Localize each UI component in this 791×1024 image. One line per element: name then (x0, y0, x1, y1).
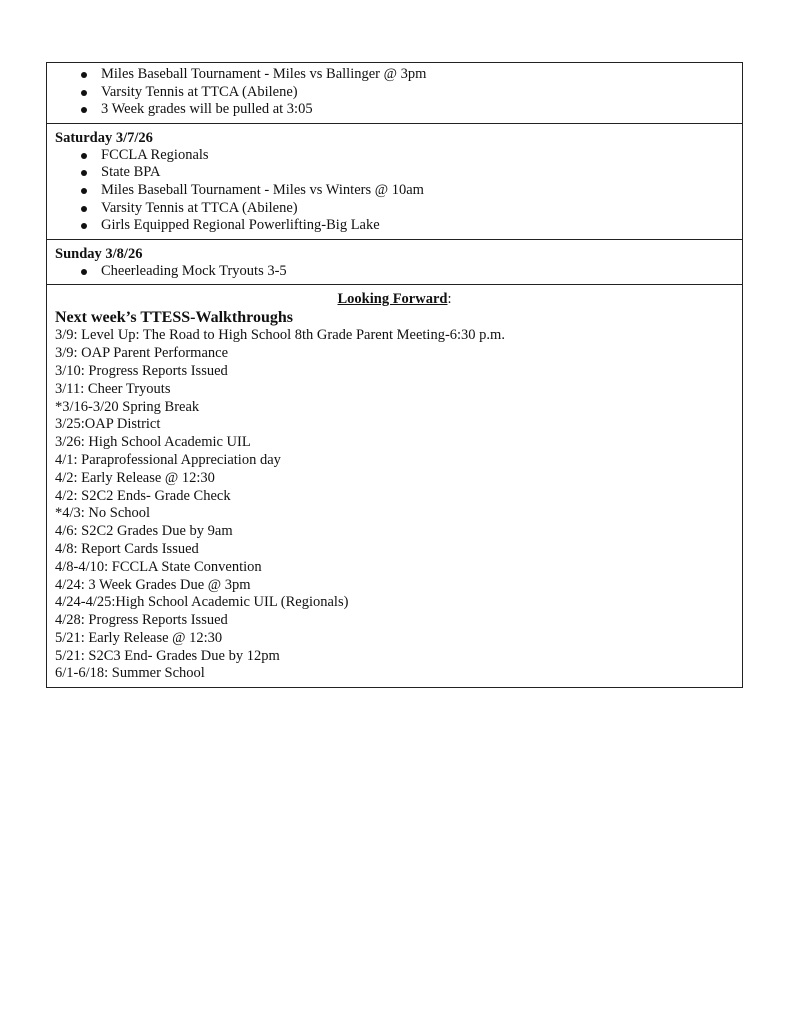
sunday-event-list (55, 263, 734, 281)
looking-forward-label: Looking Forward (337, 291, 448, 308)
sunday-heading: Sunday 3/8/26 (55, 245, 143, 262)
bullet-icon (81, 153, 87, 159)
event-text: 3 Week grades will be pulled at 3:05 (101, 101, 313, 118)
upcoming-event: *3/16-3/20 Spring Break (55, 398, 200, 415)
bullet-icon (81, 72, 87, 78)
upcoming-event: 5/21: Early Release @ 12:30 (55, 629, 223, 646)
bullet-icon (81, 223, 87, 229)
upcoming-event: *4/3: No School (55, 505, 151, 522)
friday-event-list (55, 66, 734, 119)
upcoming-event: 5/21: S2C3 End- Grades Due by 12pm (55, 647, 280, 664)
friday-continued-cell (47, 63, 742, 123)
upcoming-event: 3/11: Cheer Tryouts (55, 380, 171, 397)
list-item (81, 147, 734, 165)
bullet-icon (81, 107, 87, 113)
list-item (81, 164, 734, 182)
upcoming-event: 4/8-4/10: FCCLA State Convention (55, 558, 262, 575)
event-text: Miles Baseball Tournament - Miles vs Winters @ 10am (101, 181, 424, 198)
looking-forward-colon: : (447, 291, 452, 308)
list-item (81, 66, 734, 84)
upcoming-event: 4/6: S2C2 Grades Due by 9am (55, 523, 233, 540)
upcoming-event: 3/10: Progress Reports Issued (55, 362, 228, 379)
event-text: State BPA (101, 164, 161, 181)
upcoming-event: 4/2: Early Release @ 12:30 (55, 469, 215, 486)
upcoming-event: 3/26: High School Academic UIL (55, 434, 251, 451)
upcoming-event: 3/9: Level Up: The Road to High School 8th Grade Parent Meeting-6:30 p.m. (55, 327, 505, 344)
schedule-table (46, 62, 743, 688)
list-item (81, 101, 734, 119)
upcoming-event: 6/1-6/18: Summer School (55, 665, 205, 682)
bullet-icon (81, 206, 87, 212)
upcoming-event: 4/2: S2C2 Ends- Grade Check (55, 487, 231, 504)
event-text: Girls Equipped Regional Powerlifting-Big Lake (101, 217, 380, 234)
upcoming-event: 4/8: Report Cards Issued (55, 540, 199, 557)
event-text: Cheerleading Mock Tryouts 3-5 (101, 262, 287, 279)
upcoming-event: 3/9: OAP Parent Performance (55, 345, 229, 362)
list-item (81, 200, 734, 218)
ttess-walkthroughs-heading: Next week’s TTESS-Walkthroughs (55, 309, 293, 327)
upcoming-event: 4/24: 3 Week Grades Due @ 3pm (55, 576, 251, 593)
sunday-cell (47, 239, 742, 285)
upcoming-event: 3/25:OAP District (55, 416, 161, 433)
bullet-icon (81, 90, 87, 96)
list-item (81, 84, 734, 102)
looking-forward-cell (47, 284, 742, 687)
saturday-event-list (55, 147, 734, 235)
event-text: Varsity Tennis at TTCA (Abilene) (101, 199, 298, 216)
upcoming-event: 4/1: Paraprofessional Appreciation day (55, 451, 281, 468)
looking-forward-title (55, 290, 734, 308)
saturday-heading: Saturday 3/7/26 (55, 129, 153, 146)
calendar-document (46, 62, 743, 688)
saturday-cell (47, 123, 742, 239)
bullet-icon (81, 188, 87, 194)
list-item (81, 182, 734, 200)
event-text: Miles Baseball Tournament - Miles vs Ballinger @ 3pm (101, 66, 427, 82)
list-item (81, 217, 734, 235)
event-text: FCCLA Regionals (101, 146, 209, 163)
upcoming-event: 4/24-4/25:High School Academic UIL (Regionals) (55, 594, 349, 611)
bullet-icon (81, 170, 87, 176)
upcoming-events-list (55, 327, 734, 683)
upcoming-event: 4/28: Progress Reports Issued (55, 612, 228, 629)
event-text: Varsity Tennis at TTCA (Abilene) (101, 83, 298, 100)
bullet-icon (81, 269, 87, 275)
list-item (81, 263, 734, 281)
